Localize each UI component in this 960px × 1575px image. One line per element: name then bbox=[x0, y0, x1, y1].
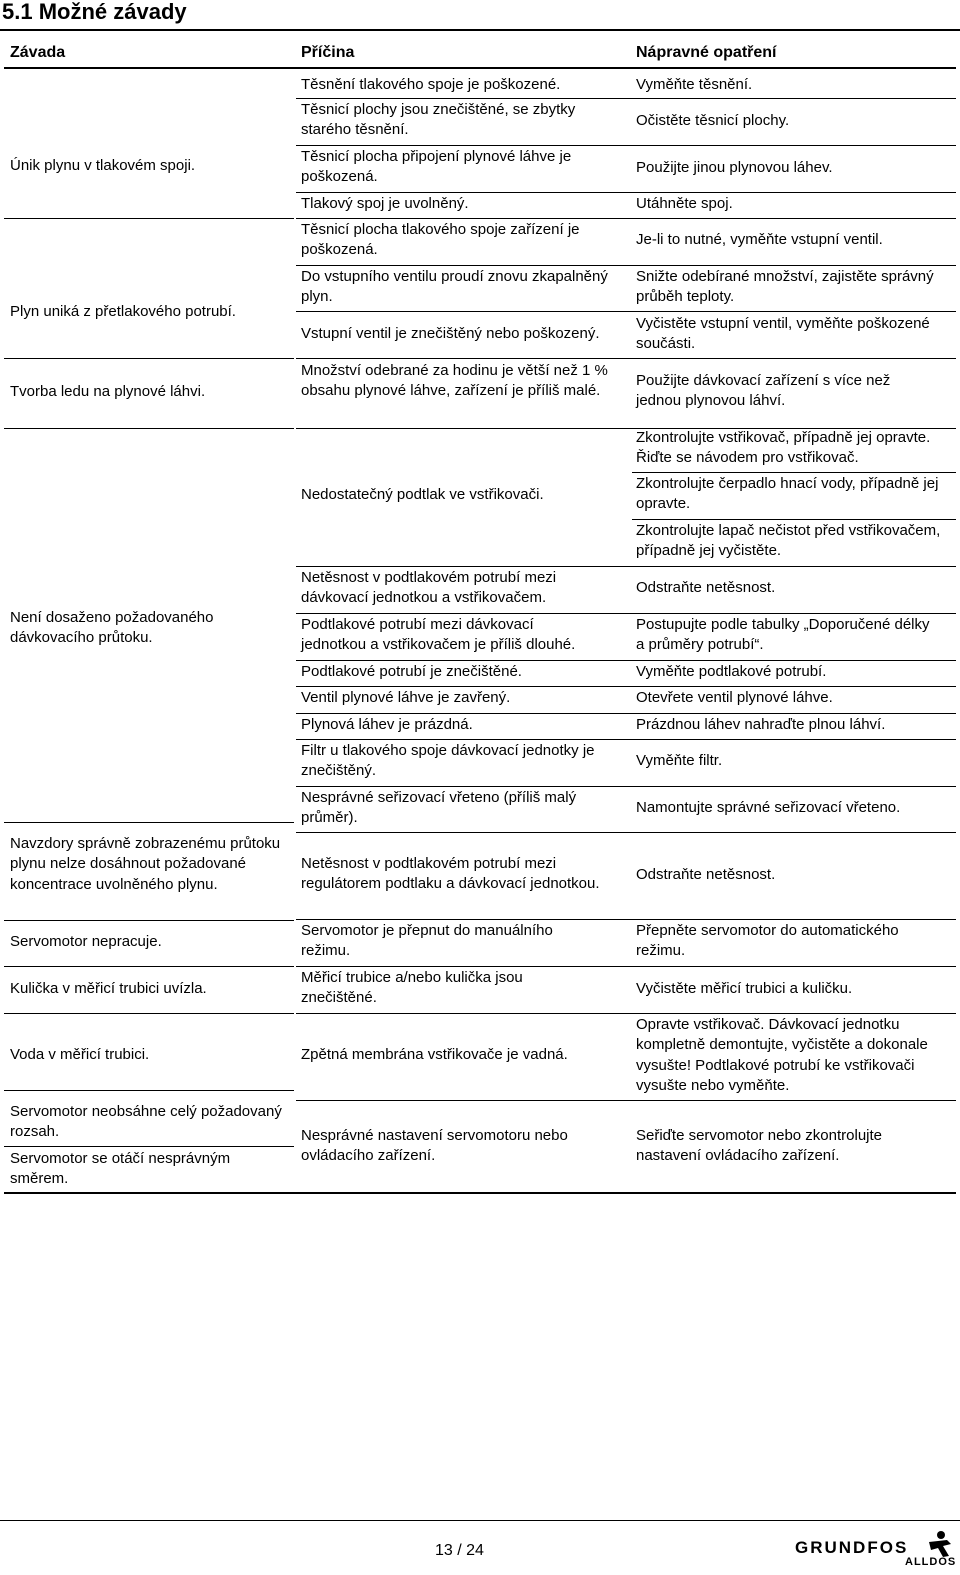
cause-text: Do vstupního ventilu proudí znovu zkapalněný plyn. bbox=[301, 268, 608, 306]
remedy-cell bbox=[636, 979, 954, 999]
row-divider bbox=[296, 358, 636, 359]
remedy-cell bbox=[636, 230, 954, 250]
row-divider bbox=[296, 786, 636, 787]
cause-cell bbox=[301, 968, 601, 1009]
remedy-cell bbox=[636, 111, 954, 131]
remedy-cell bbox=[636, 428, 954, 469]
cause-cell bbox=[301, 854, 631, 895]
remedy-cell bbox=[636, 751, 954, 771]
fault-text: Servomotor se otáčí nesprávným směrem. bbox=[10, 1150, 231, 1188]
cause-cell bbox=[301, 688, 626, 708]
cause-cell bbox=[301, 220, 621, 261]
remedy-text: Otevřete ventil plynové láhve. bbox=[636, 689, 833, 706]
fault-text: Servomotor nepracuje. bbox=[10, 933, 162, 950]
cause-text: Netěsnost v podtlakovém potrubí mezi dávkovací jednotkou a vstřikovačem. bbox=[301, 569, 557, 607]
column-header-fault: Závada bbox=[10, 44, 66, 61]
fault-cell bbox=[10, 932, 285, 952]
row-divider bbox=[632, 218, 956, 219]
row-divider bbox=[4, 920, 294, 921]
cause-cell bbox=[301, 194, 621, 214]
cause-cell bbox=[301, 788, 611, 829]
row-divider bbox=[296, 1013, 636, 1014]
remedy-cell bbox=[636, 688, 954, 708]
cause-text: Filtr u tlakového spoje dávkovací jednotky je znečištěný. bbox=[301, 742, 595, 780]
row-divider bbox=[296, 566, 636, 567]
remedy-cell bbox=[636, 615, 936, 656]
remedy-text: Snižte odebírané množství, zajistěte správný průběh teploty. bbox=[636, 268, 934, 306]
row-divider bbox=[4, 218, 294, 219]
remedy-text: Odstraňte netěsnost. bbox=[636, 866, 776, 883]
fault-cell bbox=[10, 302, 285, 322]
cause-text: Podtlakové potrubí je znečištěné. bbox=[301, 663, 522, 680]
row-divider bbox=[632, 566, 956, 567]
cause-text: Těsnicí plochy jsou znečištěné, se zbytky starého těsnění. bbox=[301, 101, 576, 139]
row-divider bbox=[632, 686, 956, 687]
cause-text: Plynová láhev je prázdná. bbox=[301, 716, 473, 733]
cause-text: Zpětná membrána vstřikovače je vadná. bbox=[301, 1046, 568, 1063]
cause-text: Nesprávné seřizovací vřeteno (příliš malý průměr). bbox=[301, 789, 577, 827]
remedy-text: Odstraňte netěsnost. bbox=[636, 579, 776, 596]
remedy-text: Postupujte podle tabulky „Doporučené délky a průměry potrubí“. bbox=[636, 616, 930, 654]
fault-text: Není dosaženo požadovaného dávkovacího průtoku. bbox=[10, 609, 214, 647]
fault-text: Kulička v měřicí trubici uvízla. bbox=[10, 980, 207, 997]
page-title: 5.1 Možné závady bbox=[2, 0, 187, 24]
row-divider bbox=[296, 98, 636, 99]
remedy-text: Použijte dávkovací zařízení s více než jednou plynovou láhví. bbox=[636, 372, 891, 410]
row-divider bbox=[296, 218, 636, 219]
row-divider bbox=[296, 1100, 636, 1101]
cause-text: Těsnění tlakového spoje je poškozené. bbox=[301, 76, 561, 93]
remedy-text: Je-li to nutné, vyměňte vstupní ventil. bbox=[636, 231, 883, 248]
row-divider bbox=[296, 613, 636, 614]
row-divider bbox=[4, 358, 294, 359]
title-divider bbox=[0, 29, 960, 31]
row-divider bbox=[296, 311, 636, 312]
remedy-cell bbox=[636, 715, 954, 735]
cause-text: Netěsnost v podtlakovém potrubí mezi regulátorem podtlaku a dávkovací jednotkou. bbox=[301, 855, 600, 893]
row-divider bbox=[632, 919, 956, 920]
cause-text: Těsnicí plocha připojení plynové láhve je poškozená. bbox=[301, 148, 572, 186]
fault-text: Servomotor neobsáhne celý požadovaný rozsah. bbox=[10, 1103, 282, 1141]
cause-cell bbox=[301, 267, 621, 308]
row-divider bbox=[632, 713, 956, 714]
row-divider bbox=[632, 832, 956, 833]
cause-text: Nedostatečný podtlak ve vstřikovači. bbox=[301, 486, 544, 503]
row-divider bbox=[296, 713, 636, 714]
logo-wordmark: GRUNDFOS bbox=[795, 1538, 909, 1557]
remedy-text: Seřiďte servomotor nebo zkontrolujte nastavení ovládacího zařízení. bbox=[636, 1127, 883, 1165]
remedy-cell bbox=[636, 921, 936, 962]
fault-cell bbox=[10, 382, 285, 402]
fault-cell bbox=[10, 979, 285, 999]
remedy-text: Vyměňte podtlakové potrubí. bbox=[636, 663, 827, 680]
cause-text: Podtlakové potrubí mezi dávkovací jednotkou a vstřikovačem je příliš dlouhé. bbox=[301, 616, 576, 654]
row-divider bbox=[296, 832, 636, 833]
row-divider bbox=[4, 1013, 294, 1014]
cause-text: Vstupní ventil je znečištěný nebo poškozený. bbox=[301, 325, 600, 342]
remedy-text: Vyměňte těsnění. bbox=[636, 76, 753, 93]
remedy-text: Vyčistěte vstupní ventil, vyměňte poškozené součásti. bbox=[636, 315, 930, 353]
row-divider bbox=[4, 1146, 294, 1147]
row-divider bbox=[632, 358, 956, 359]
cause-cell bbox=[301, 921, 601, 962]
remedy-cell bbox=[636, 798, 954, 818]
remedy-cell bbox=[636, 314, 936, 355]
header-divider bbox=[4, 67, 956, 69]
cause-cell bbox=[301, 485, 626, 505]
remedy-cell bbox=[636, 75, 954, 95]
remedy-text: Zkontrolujte lapač nečistot před vstřikovačem, případně jej vyčistěte. bbox=[636, 522, 941, 560]
table-header bbox=[4, 38, 956, 68]
fault-cell bbox=[10, 1149, 285, 1190]
fault-cell bbox=[10, 1102, 285, 1143]
cause-cell bbox=[301, 75, 631, 95]
cause-text: Množství odebrané za hodinu je větší než 1 % obsahu plynové láhve, zařízení je příliš malé. bbox=[301, 362, 608, 400]
row-divider bbox=[296, 192, 636, 193]
remedy-text: Očistěte těsnicí plochy. bbox=[636, 112, 790, 129]
cause-cell bbox=[301, 715, 626, 735]
remedy-text: Prázdnou láhev nahraďte plnou láhví. bbox=[636, 716, 886, 733]
remedy-cell bbox=[636, 662, 954, 682]
row-divider bbox=[4, 428, 294, 429]
cause-cell bbox=[301, 361, 626, 402]
row-divider bbox=[296, 265, 636, 266]
fault-cell bbox=[10, 1045, 285, 1065]
remedy-text: Přepněte servomotor do automatického režimu. bbox=[636, 922, 899, 960]
cause-text: Servomotor je přepnut do manuálního režimu. bbox=[301, 922, 553, 960]
cause-text: Tlakový spoj je uvolněný. bbox=[301, 195, 469, 212]
row-divider bbox=[632, 966, 956, 967]
cause-cell bbox=[301, 568, 601, 609]
grundfos-man-icon bbox=[925, 1530, 955, 1558]
row-divider bbox=[4, 822, 294, 823]
row-divider bbox=[632, 98, 956, 99]
row-divider bbox=[296, 739, 636, 740]
remedy-text: Použijte jinou plynovou láhev. bbox=[636, 159, 833, 176]
row-divider bbox=[632, 519, 956, 520]
page-number: 13 / 24 bbox=[435, 1542, 484, 1559]
cause-text: Ventil plynové láhve je zavřený. bbox=[301, 689, 511, 706]
fault-text: Únik plynu v tlakovém spoji. bbox=[10, 157, 196, 174]
grundfos-logo bbox=[795, 1530, 957, 1570]
fault-text: Navzdory správně zobrazenému průtoku plynu nelze dosáhnout požadované koncentrace uvolněného plynu. bbox=[10, 835, 281, 893]
remedy-text: Zkontrolujte vstřikovač, případně jej opravte. Řiďte se návodem pro vstřikovač. bbox=[636, 429, 931, 467]
fault-text: Voda v měřicí trubici. bbox=[10, 1046, 150, 1063]
cause-cell bbox=[301, 147, 621, 188]
row-divider bbox=[632, 660, 956, 661]
fault-cell bbox=[10, 834, 290, 895]
row-divider bbox=[632, 1013, 956, 1014]
row-divider bbox=[632, 265, 956, 266]
remedy-text: Vyčistěte měřicí trubici a kuličku. bbox=[636, 980, 853, 997]
remedy-text: Namontujte správné seřizovací vřeteno. bbox=[636, 799, 901, 816]
row-divider bbox=[296, 660, 636, 661]
fault-cell bbox=[10, 608, 285, 649]
cause-cell bbox=[301, 662, 626, 682]
remedy-cell bbox=[636, 267, 936, 308]
remedy-cell bbox=[636, 371, 936, 412]
fault-text: Tvorba ledu na plynové láhvi. bbox=[10, 383, 206, 400]
cause-cell bbox=[301, 1126, 621, 1167]
remedy-cell bbox=[636, 865, 954, 885]
row-divider bbox=[632, 311, 956, 312]
remedy-cell bbox=[636, 194, 954, 214]
remedy-text: Zkontrolujte čerpadlo hnací vody, případně jej opravte. bbox=[636, 475, 939, 513]
column-header-remedy: Nápravné opatření bbox=[636, 44, 777, 61]
table-bottom-rule bbox=[4, 1192, 956, 1194]
cause-cell bbox=[301, 1045, 631, 1065]
logo-subbrand: ALLDOS bbox=[905, 1556, 957, 1568]
remedy-cell bbox=[636, 1126, 941, 1167]
row-divider bbox=[632, 613, 956, 614]
cause-cell bbox=[301, 615, 601, 656]
remedy-text: Utáhněte spoj. bbox=[636, 195, 733, 212]
cause-cell bbox=[301, 100, 621, 141]
row-divider bbox=[632, 192, 956, 193]
cause-cell bbox=[301, 741, 626, 782]
cause-text: Měřicí trubice a/nebo kulička jsou znečištěné. bbox=[301, 969, 523, 1007]
remedy-text: Opravte vstřikovač. Dávkovací jednotku kompletně demontujte, vyčistěte a dokonale vysušte! Podtlakové potrubí ke vstřikovači vysušte nebo vyměňte. bbox=[636, 1016, 928, 1095]
remedy-cell bbox=[636, 1015, 941, 1097]
cause-cell bbox=[301, 324, 636, 344]
fault-cell bbox=[10, 156, 285, 176]
row-divider bbox=[4, 1090, 294, 1091]
remedy-cell bbox=[636, 158, 954, 178]
row-divider bbox=[296, 686, 636, 687]
row-divider bbox=[296, 145, 636, 146]
row-divider bbox=[296, 966, 636, 967]
row-divider bbox=[632, 145, 956, 146]
remedy-cell bbox=[636, 578, 954, 598]
remedy-text: Vyměňte filtr. bbox=[636, 752, 723, 769]
row-divider bbox=[632, 428, 956, 429]
remedy-cell bbox=[636, 521, 954, 562]
row-divider bbox=[296, 428, 636, 429]
footer-divider bbox=[0, 1520, 960, 1521]
cause-text: Těsnicí plocha tlakového spoje zařízení je poškozená. bbox=[301, 221, 580, 259]
row-divider bbox=[632, 1100, 956, 1101]
row-divider bbox=[296, 919, 636, 920]
remedy-cell bbox=[636, 474, 954, 515]
column-header-cause: Příčina bbox=[301, 44, 355, 61]
fault-text: Plyn uniká z přetlakového potrubí. bbox=[10, 303, 236, 320]
row-divider bbox=[632, 739, 956, 740]
row-divider bbox=[632, 472, 956, 473]
row-divider bbox=[4, 966, 294, 967]
cause-text: Nesprávné nastavení servomotoru nebo ovládacího zařízení. bbox=[301, 1127, 568, 1165]
row-divider bbox=[632, 786, 956, 787]
